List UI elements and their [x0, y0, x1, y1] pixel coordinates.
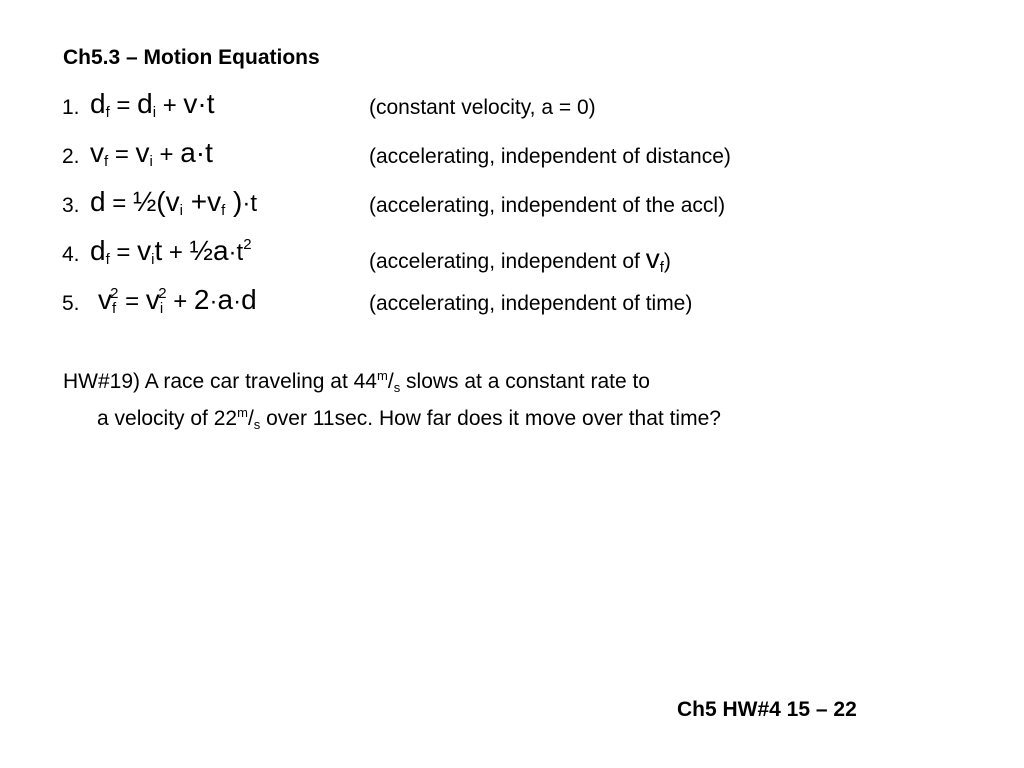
hw-problem-line-2 — [97, 405, 721, 432]
equation-formula: $v_f^2 = v_i^2 + 2\cdot a\cdot d$ — [98, 284, 257, 317]
equation-number: 1. — [62, 96, 80, 119]
equation-description — [369, 243, 671, 276]
footer-label: Ch5 HW#4 15 – 22 — [677, 698, 857, 721]
unit-slash: / — [387, 370, 394, 393]
page-title: Ch5.3 – Motion Equations — [63, 46, 320, 69]
equation-description: (accelerating, independent of distance) — [369, 145, 731, 168]
equation-number: 4. — [62, 243, 80, 266]
equation-formula: $d = \frac{1}{2}(v_i +v_f$ )·t — [90, 186, 258, 219]
unit-denominator: s — [393, 380, 401, 395]
hw-text: a velocity of 22 — [97, 407, 238, 430]
hw-text: slows at a constant rate to — [400, 370, 650, 393]
hw-problem-line-1 — [63, 368, 650, 395]
equation-formula: $v_f = v_i + a\cdot t$ — [90, 137, 213, 170]
equation-number: 3. — [62, 194, 80, 217]
hw-text: HW#19) A race car traveling at 44 — [63, 370, 377, 393]
equation-formula: $d_f = d_i + v\cdot t$ — [90, 88, 215, 121]
equation-description: (accelerating, independent of the accl) — [369, 194, 726, 217]
equation-number: 5. — [62, 292, 80, 315]
equation-formula: $d_f = v_it$ + $\frac{1}{2}a\cdot t^2$ — [90, 235, 252, 268]
equation-description: (constant velocity, a = 0) — [369, 96, 596, 119]
desc-text: ) — [663, 250, 671, 273]
unit-numerator: m — [237, 405, 248, 420]
desc-text: (accelerating, independent of — [369, 250, 646, 273]
unit-denominator: s — [253, 417, 261, 432]
unit-slash: / — [247, 407, 254, 430]
equation-description: (accelerating, independent of time) — [369, 292, 693, 315]
desc-var: v — [645, 243, 660, 274]
hw-text: over 11sec. How far does it move over that time? — [260, 407, 721, 430]
desc-sub: f — [659, 259, 664, 276]
equation-number: 2. — [62, 145, 80, 168]
unit-numerator: m — [377, 368, 388, 383]
